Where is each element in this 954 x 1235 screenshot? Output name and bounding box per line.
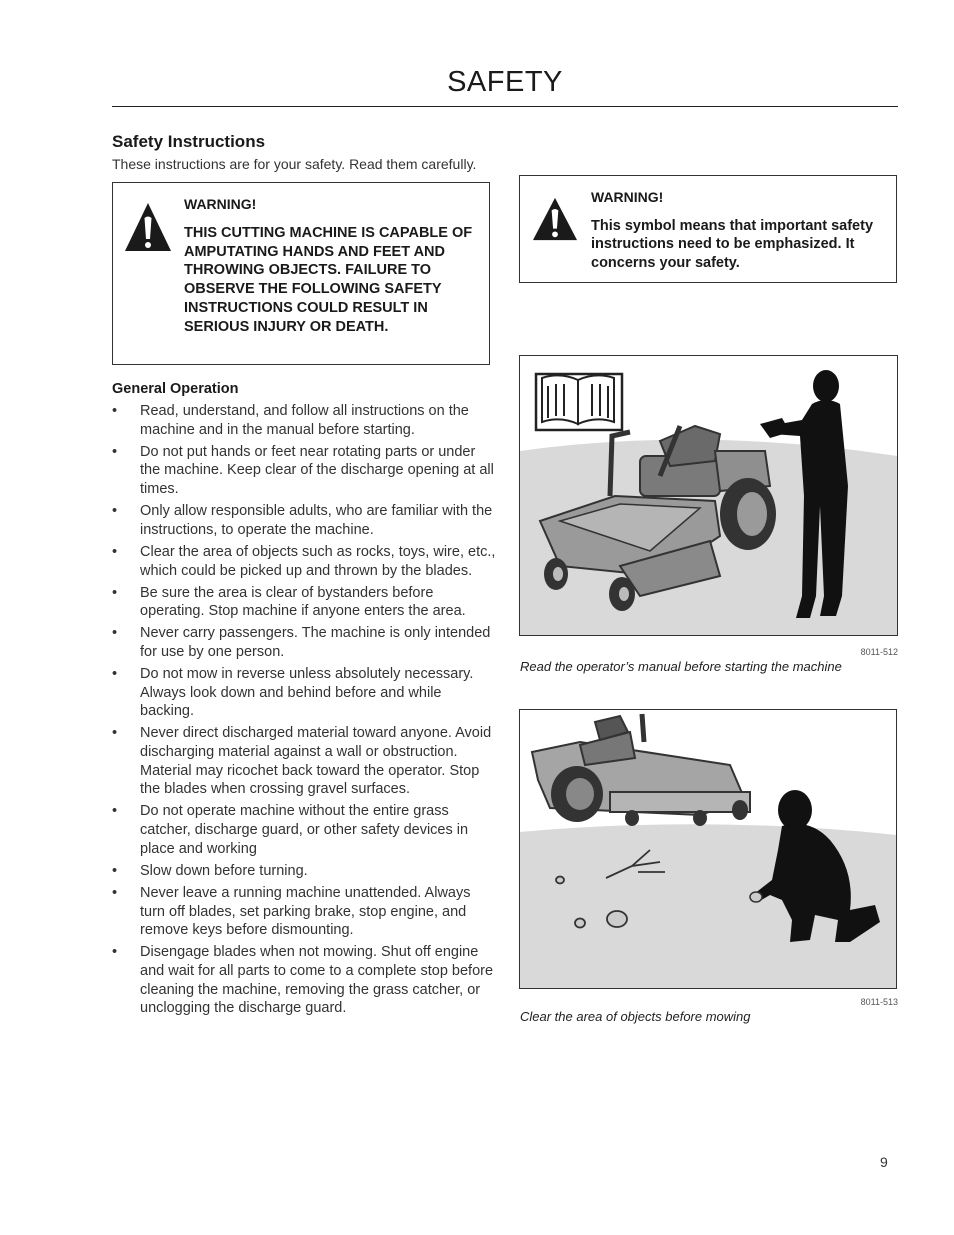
- list-item-text: Read, understand, and follow all instructions on the machine and in the manual before starting.: [140, 403, 469, 438]
- bullet-dot: •: [112, 884, 118, 901]
- warning-body: This symbol means that important safety instructions need to be emphasized. It concerns your safety.: [591, 218, 874, 271]
- list-item: [112, 802, 497, 858]
- warning-triangle-icon: [123, 201, 173, 253]
- list-item: [112, 884, 497, 940]
- figure-clear-area: [519, 709, 897, 989]
- bullet-dot: •: [112, 443, 118, 460]
- list-item-text: Be sure the area is clear of bystanders before operating. Stop machine if anyone enters the area.: [140, 584, 466, 620]
- warning-box-amputation: [112, 182, 490, 365]
- warning-box-symbol: [519, 175, 897, 283]
- bullet-dot: •: [112, 665, 118, 682]
- list-item-text: Do not mow in reverse unless absolutely necessary. Always look down and behind before and while backing.: [140, 665, 474, 720]
- list-item-text: Never direct discharged material toward anyone. Avoid discharging material against a wall or obstruction. Material may ricochet back toward the operator. Stop the blades when crossing gravel surfaces.: [140, 725, 492, 798]
- bullet-dot: •: [112, 403, 118, 419]
- list-item-text: Clear the area of objects such as rocks, toys, wire, etc., which could be picked up and thrown by the blades.: [140, 543, 496, 579]
- general-operation-list: [112, 402, 497, 1021]
- book-icon: [536, 374, 622, 430]
- section-intro: These instructions are for your safety. Read them carefully.: [112, 156, 477, 172]
- warning-triangle-icon: [530, 196, 580, 242]
- general-operation-heading: General Operation: [112, 381, 239, 397]
- mower-illustration: [532, 714, 750, 826]
- list-item-text: Never leave a running machine unattended. Always turn off blades, set parking brake, stop engine, and remove keys before dismounting.: [140, 884, 471, 939]
- illustration-read-manual: [520, 356, 897, 635]
- figure-read-manual: [519, 355, 898, 636]
- list-item: [112, 724, 497, 799]
- figure-code: 8011-513: [860, 997, 898, 1007]
- list-item-text: Do not operate machine without the entire grass catcher, discharge guard, or other safety devices in place and working: [140, 803, 469, 857]
- bullet-dot: •: [112, 725, 118, 742]
- list-item: [112, 584, 497, 621]
- list-item-text: Never carry passengers. The machine is only intended for use by one person.: [140, 625, 491, 660]
- page-number: 9: [880, 1154, 888, 1170]
- bullet-dot: •: [112, 803, 118, 820]
- warning-body: THIS CUTTING MACHINE IS CAPABLE OF AMPUTATING HANDS AND FEET AND THROWING OBJECTS. FAILURE TO OBSERVE THE FOLLOWING SAFETY INSTRUCTIONS COULD RESULT IN SERIOUS INJURY OR DEATH.: [184, 225, 473, 335]
- bullet-dot: •: [112, 944, 118, 961]
- section-heading: Safety Instructions: [112, 132, 266, 151]
- figure-caption: Clear the area of objects before mowing: [520, 1009, 751, 1024]
- list-item: [112, 862, 497, 881]
- list-item-text: Disengage blades when not mowing. Shut off engine and wait for all parts to come to a complete stop before cleaning the machine, removing the grass catcher, or unclogging the discharge guard.: [140, 944, 494, 1017]
- warning-heading: WARNING!: [591, 189, 664, 205]
- list-item-text: Slow down before turning.: [140, 862, 308, 879]
- illustration-clear-area: [520, 710, 896, 988]
- list-item: [112, 443, 497, 499]
- list-item: [112, 402, 497, 439]
- figure-caption: Read the operator’s manual before starting the machine: [520, 659, 842, 674]
- figure-code: 8011-512: [860, 647, 898, 657]
- list-item-text: Do not put hands or feet near rotating parts or under the machine. Keep clear of the discharge opening at all times.: [140, 443, 494, 498]
- list-item: [112, 665, 497, 721]
- list-item: [112, 943, 497, 1018]
- bullet-dot: •: [112, 625, 118, 642]
- list-item: [112, 502, 497, 539]
- title-divider: [112, 106, 898, 107]
- list-item-text: Only allow responsible adults, who are familiar with the instructions, to operate the machine.: [140, 503, 493, 538]
- list-item: [112, 624, 497, 661]
- list-item: [112, 543, 497, 580]
- bullet-dot: •: [112, 543, 118, 560]
- warning-heading: WARNING!: [184, 196, 257, 212]
- bullet-dot: •: [112, 503, 118, 520]
- bullet-dot: •: [112, 862, 118, 879]
- bullet-dot: •: [112, 584, 118, 601]
- page-title: SAFETY: [447, 66, 563, 98]
